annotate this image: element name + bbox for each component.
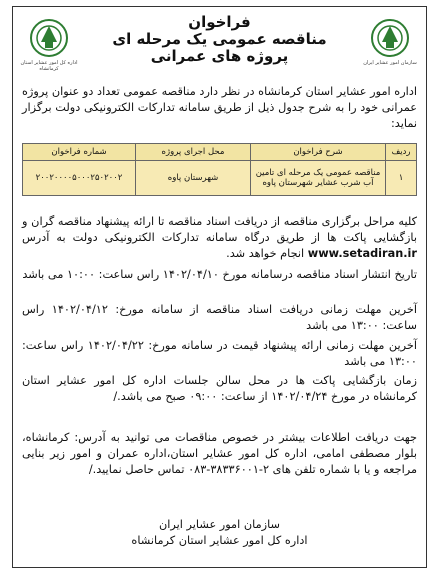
notice-title [90,14,349,65]
logo-right [359,18,421,80]
bid-deadline-paragraph: آخرین مهلت زمانی ارائه پیشنهاد قیمت در سامانه مورخ: ۱۴۰۲/۰۴/۲۲ راس ساعت: ۱۳:۰۰ می باشد [22,339,417,368]
title-line-1: فراخوان [188,13,251,31]
title-line-2: مناقصه عمومی یک مرحله ای [112,30,327,48]
procedure-text: کلیه مراحل برگزاری مناقصه از دریافت اسناد مناقصه تا ارائه پیشنهاد مناقصه گران و بازگشایی پاکت ها از طریق درگاه سامانه تدارکات الکترونیکی دولت به آدرس [22,215,417,244]
table-header-cell: شماره فراخوان [23,144,136,161]
tender-table [22,143,417,196]
table-header-cell: شرح فراخوان [251,144,386,161]
procedure-text-end: انجام خواهد شد. [226,247,305,260]
table-cell: ۱ [386,161,417,196]
tribal-affairs-emblem-icon [29,18,69,58]
document-deadline-paragraph: آخرین مهلت زمانی دریافت اسناد مناقصه از سامانه مورخ: ۱۴۰۲/۰۴/۱۲ راس ساعت: ۱۳:۰۰ می باشد [22,303,417,332]
org-line-1: سازمان امور عشایر ایران [159,518,280,531]
table-cell: مناقصه عمومی یک مرحله ای تامین آب شرب عشایر شهرستان پاوه [251,161,386,196]
table-cell: شهرستان پاوه [136,161,251,196]
logo-caption-right: سازمان امور عشایر ایران [363,60,417,66]
intro-paragraph: اداره امور عشایر استان کرمانشاه در نظر دارد مناقصه عمومی تعداد دو عنوان پروژه عمرانی خود را به شرح جدول ذیل از طریق سامانه تدارکات الکترونیکی دولت برگزار نماید: [22,85,417,130]
table-header-cell: ردیف [386,144,417,161]
table-cell: ۲۰۰۲۰۰۰۰۵۰۰۰۲۵۰۲۰۰۲ [23,161,136,196]
table-header-cell: محل اجرای پروژه [136,144,251,161]
table-header-row [23,144,417,161]
table-row [23,161,417,196]
publish-date-paragraph: تاریخ انتشار اسناد مناقصه درسامانه مورخ ۱۴۰۲/۰۴/۱۰ راس ساعت: ۱۰:۰۰ می باشد [22,268,417,281]
title-line-3: پروژه های عمرانی [150,47,289,65]
tribal-affairs-emblem-icon [370,18,410,58]
org-line-2: اداره کل امور عشایر استان کرمانشاه [131,534,308,547]
organization-signature [22,517,417,549]
opening-time-paragraph: زمان بازگشایی پاکت ها در محل سالن جلسات اداره کل امور عشایر استان کرمانشاه در مورخ ۱۴۰۲/۰۴/۲۴ از ساعت: ۰۹:۰۰ صبح می باشد./ [22,374,417,403]
logo-left [18,18,80,80]
procedure-paragraph [22,214,417,262]
contact-paragraph: جهت دریافت اطلاعات بیشتر در خصوص مناقصات می توانید به آدرس: کرمانشاه، بلوار مصطفی امامی، اداره کل امور عشایر استان،اداره عمران و امور زیر بنایی مراجعه و یا با شماره تلفن های ۲-۳۸۳۳۶۰۰۱-۰۸۳ تماس حاصل نمایید./ [22,431,417,476]
logo-caption-left: اداره کل امور عشایر استان کرمانشاه [20,60,78,72]
setad-website-link[interactable]: www.setadiran.ir [307,247,417,260]
